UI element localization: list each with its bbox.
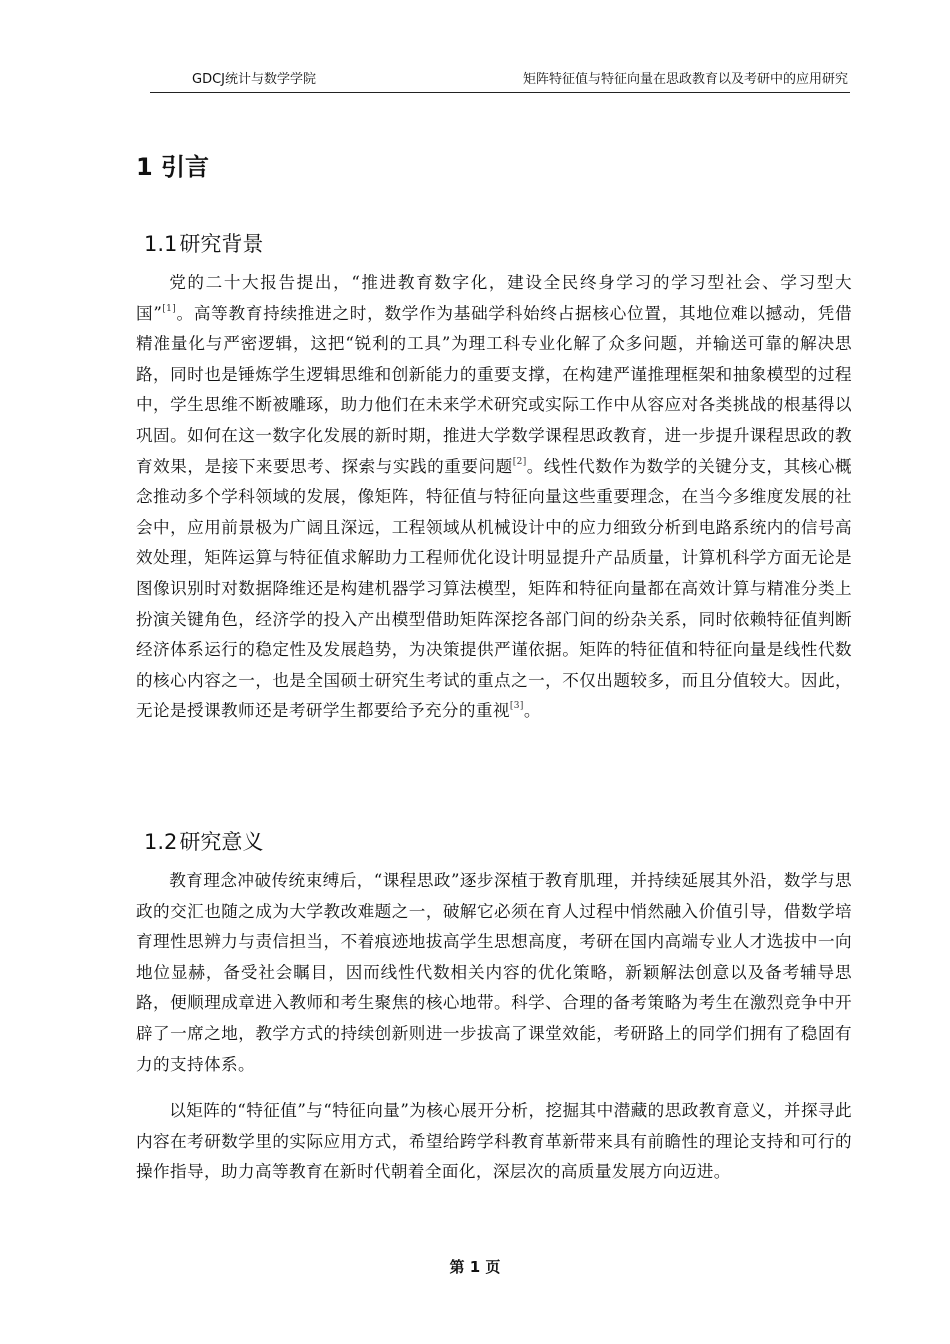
background-paragraph: [136, 268, 852, 727]
significance-paragraph-1: 教育理念冲破传统束缚后，“课程思政”逐步深植于教育肌理，并持续延展其外沿，数学与思政的交汇也随之成为大学教改难题之一，破解它必须在育人过程中悄然融入价值引导，借数学培育理性思辨力与责信担当，不着痕迹地拔高学生思想高度，考研在国内高端专业人才选拔中一向地位显赫，备受社会瞩目，因而线性代数相关内容的优化策略，新颖解法创意以及备考辅导思路，便顺理成章进入教师和考生聚焦的核心地带。科学、合理的备考策略为考生在激烈竞争中开辟了一席之地，教学方式的持续创新则进一步拔高了课堂效能，考研路上的同学们拥有了稳固有力的支持体系。: [136, 871, 852, 1074]
header-institution: GDCJ统计与数学学院: [192, 72, 316, 87]
paragraph-text: 。: [523, 701, 541, 721]
section-heading-significance: [144, 826, 263, 856]
citation-2[interactable]: [2]: [512, 456, 527, 467]
paragraph-text: 党的二十大报告提出，“推进教育数字化，建设全民终身学习的学习型社会、学习型大国”: [136, 273, 852, 323]
citation-3[interactable]: [3]: [509, 701, 524, 712]
paragraph-text: 。高等教育持续推进之时，数学作为基础学科始终占据核心位置，其地位难以撼动，凭借精准量化与严密逻辑，这把“锐利的工具”为理工科专业化解了众多问题，并输送可靠的解决思路，同时也是锤炼学生逻辑思维和创新能力的重要支撑，在构建严谨推理框架和抽象模型的过程中，学生思维不断被雕琢，助力他们在未来学术研究或实际工作中从容应对各类挑战的根基得以巩固。如何在这一数字化发展的新时期，推进大学数学课程思政教育，进一步提升课程思政的教育效果，是接下来要思考、探索与实践的重要问题: [136, 303, 852, 476]
header-paper-title: 矩阵特征值与特征向量在思政教育以及考研中的应用研究: [522, 72, 848, 87]
section-title: 研究意义: [179, 830, 264, 854]
significance-paragraph-2: 以矩阵的“特征值”与“特征向量”为核心展开分析，挖掘其中潜藏的思政教育意义，并探寻此内容在考研数学里的实际应用方式，希望给跨学科教育革新带来具有前瞻性的理论支持和可行的操作指导，助力高等教育在新时代朝着全面化，深层次的高质量发展方向迈进。: [136, 1101, 852, 1182]
citation-1[interactable]: [1]: [162, 303, 177, 314]
page-number: 第 1 页: [449, 1258, 501, 1276]
section-number: 1.1: [144, 232, 178, 256]
section-title: 研究背景: [179, 232, 264, 256]
chapter-title: 1 引言: [136, 153, 210, 181]
section-number: 1.2: [144, 830, 178, 854]
paragraph-text: 。线性代数作为数学的关键分支，其核心概念推动多个学科领域的发展，像矩阵，特征值与特征向量这些重要理念，在当今多维度发展的社会中，应用前景极为广阔且深远，工程领域从机械设计中的应力细致分析到电路系统内的信号高效处理，矩阵运算与特征值求解助力工程师优化设计明显提升产品质量，计算机科学方面无论是图像识别时对数据降维还是构建机器学习算法模型，矩阵和特征向量都在高效计算与精准分类上扮演关键角色，经济学的投入产出模型借助矩阵深挖各部门间的纷杂关系，同时依赖特征值判断经济体系运行的稳定性及发展趋势，为决策提供严谨依据。矩阵的特征值和特征向量是线性代数的核心内容之一，也是全国硕士研究生考试的重点之一，不仅出题较多，而且分值较大。因此，无论是授课教师还是考研学生都要给予充分的重视: [136, 456, 852, 721]
section-heading-background: [144, 228, 263, 258]
running-header: [150, 64, 850, 93]
